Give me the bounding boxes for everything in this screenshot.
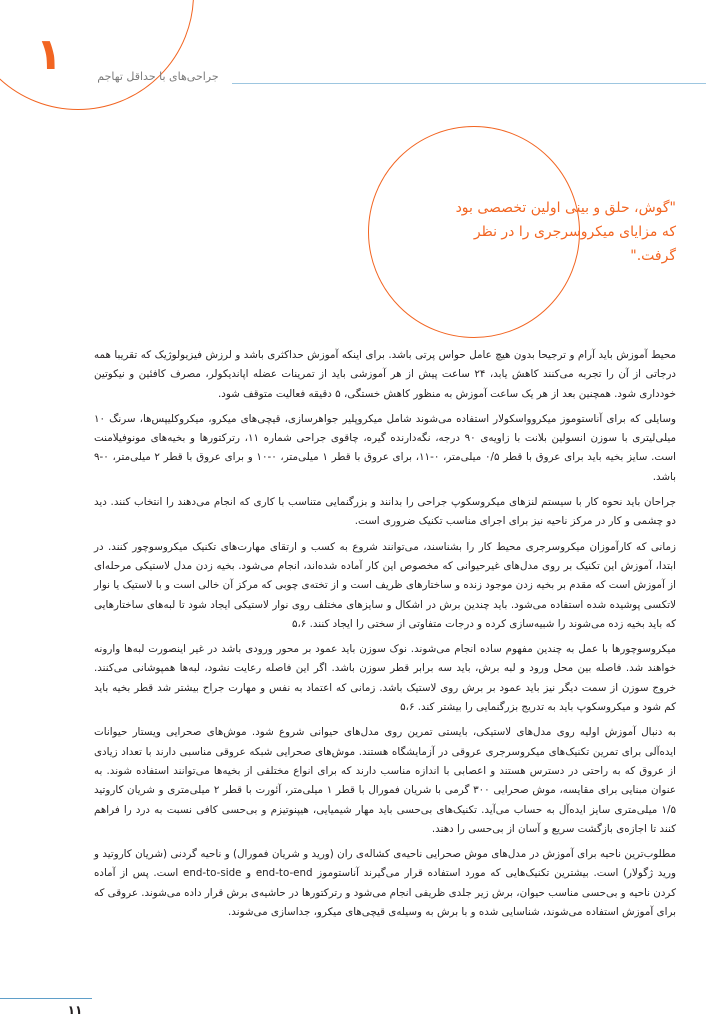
header-rule xyxy=(232,83,706,84)
paragraph: به دنبال آموزش اولیه روی مدل‌های لاستیکی، بایستی تمرین روی مدل‌های حیوانی شروع شود. موش‌های صحرایی ویستار حیوانات ایده‌آلی برای تمرین تکنیک‌های میکروسرجری عروقی در آزمایشگاه هستند. موش‌های صحرایی شبکه عروقی مناسبی دارند با تعداد زیادی از عروق که به راحتی در دسترس هستند و اعصابی با اندازه مناسب دارند که برای انواع مختلفی از بخیه‌ها می‌توانند استفاده شوند. به عنوان مبنایی برای مقایسه، موش صحرایی ۳۰۰ گرمی با شریان فمورال با قطر ۱ میلی‌متر، آئورت با قطر ۲ میلی‌متری و شریان کاروتید ۱/۵ میلی‌متری سایز ایده‌آل به حساب می‌آید. تکنیک‌های بی‌حسی باید مهار شیمیایی، هیپنوتیزم و بی‌حسی کافی نسبت به درد را فراهم کنند تا اجازه‌ی بازگشت سریع و آسان از بی‌حسی را دهند. xyxy=(94,726,676,835)
pull-quote: "گوش، حلق و بینی اولین تخصصی بود که مزایای میکروسرجری را در نظر گرفت." xyxy=(455,200,676,264)
paragraph: جراحان باید نحوه کار با سیستم لنزهای میکروسکوپ جراحی را بدانند و بزرگنمایی متناسب با کاری که انجام می‌دهند را انتخاب کنند. دید دو چشمی و کار در مرکز ناحیه نیز برای اجرای مناسب تکنیک ضروری است. xyxy=(94,496,676,528)
paragraph: مطلوب‌ترین ناحیه برای آموزش در مدل‌های موش صحرایی ناحیه‌ی کشاله‌ی ران (ورید و شریان فمورال) و ناحیه گردنی (شریان کاروتید و ورید ژگولار) است. بیشترین تکنیک‌هایی که مورد استفاده قرار می‌گیرند آناستوموز end-to-end و end-to-side است. پس از آماده کردن ناحیه و بی‌حسی مناسب حیوان، برش زیر جلدی ظریفی انجام می‌شود و رترکتورها در حاشیه‌ی برش قرار داده می‌شوند. عروقی که برای آموزش استفاده می‌شوند، شناسایی شده و با برش به وسیله‌ی قیچی‌های میکرو، جداسازی می‌شوند. xyxy=(93,848,676,919)
paragraph: محیط آموزش باید آرام و ترجیحا بدون هیچ عامل حواس پرتی باشد. برای اینکه آموزش حداکثری باشد و لرزش فیزیولوژیک که تقریبا همه درجاتی از آن را تجربه می‌کنند کاهش یابد، ۲۴ ساعت پیش از هر آموزشی باید از تمرینات عضله اپاندیکولر، مصرف کافئین و نیکوتین خودداری شود. همچنین بعد از هر یک ساعت آموزش به منظور کاهش خستگی، ۵ دقیقه فعالیت متوقف شود. xyxy=(94,349,676,400)
chapter-number: ۱ xyxy=(35,29,63,80)
running-header-title: جراحی‌های با حداقل تهاجم xyxy=(97,70,219,83)
paragraph: زمانی که کارآموزان میکروسرجری محیط کار را بشناسند، می‌توانند شروع به کسب و ارتقای مهارت‌های تکنیک میکروسوچور کنند. در ابتدا، آموزش این تکنیک بر روی مدل‌های غیرحیوانی که مخصوص این کار آماده شده‌اند، انجام می‌شود. بخیه زدن مدل لاستیکی مرحله‌ای از آموزش است که مقدم بر بخیه زدن موجود زنده و ساختارهای ظریف است و از تخته‌ی چوبی که مرکز آن خالی است و با لاستیک یا نوار لاتکسی پوشیده شده استفاده می‌شود. باید چندین برش در اشکال و سایزهای مختلف روی نوار لاستیکی ایجاد شود تا لبه‌های ساختارهایی که باید بخیه زده می‌شوند را شبیه‌سازی کرده و درجات متفاوتی از سختی را ایجاد کنند. ۵،۶ xyxy=(94,540,676,630)
paragraph: میکروسوچورها با عمل به چندین مفهوم ساده انجام می‌شوند. نوک سوزن باید عمود بر محور ورودی باشد در غیر اینصورت لبه‌ها وارونه خواهند شد. فاصله بین محل ورود و لبه برش، باید سه برابر قطر سوزن باشد. اگر این فاصله رعایت نشود، لبه‌ها همپوشانی می‌کنند. خروج سوزن از سمت دیگر نیز باید عمود بر برش روی لاستیک باشد. زمانی که اعتماد به نفس و مهارت جراح بیشتر شد قطر بخیه باید کم شود و میکروسکوپ باید به تدریج بزرگنمایی را بیشتر کند. ۵،۶ xyxy=(94,643,676,714)
body-text xyxy=(94,346,676,922)
paragraph: وسایلی که برای آناستوموز میکروواسکولار استفاده می‌شوند شامل میکروپلیر جواهرسازی، قیچی‌های میکرو، میکروکلیپس‌ها، سرنگ ۱۰ میلی‌لیتری با سوزن انسولین بلانت با زاویه‌ی ۹۰ درجه، نگه‌دارنده گیره، چاقوی جراحی شماره ۱۱، رترکتورها و بخیه‌های مونوفیلامنت است. سایز بخیه باید برای عروق با قطر ۰/۵ میلی‌متر، ۰-۱۱، برای عروق با قطر ۱ میلی‌متر، ۰-۱۰ و برای عروق با قطر ۲ میلی‌متر، ۰-۹ باشد. xyxy=(94,412,676,483)
page-number: ۱۱ xyxy=(67,1003,83,1017)
footer-rule xyxy=(0,998,92,999)
